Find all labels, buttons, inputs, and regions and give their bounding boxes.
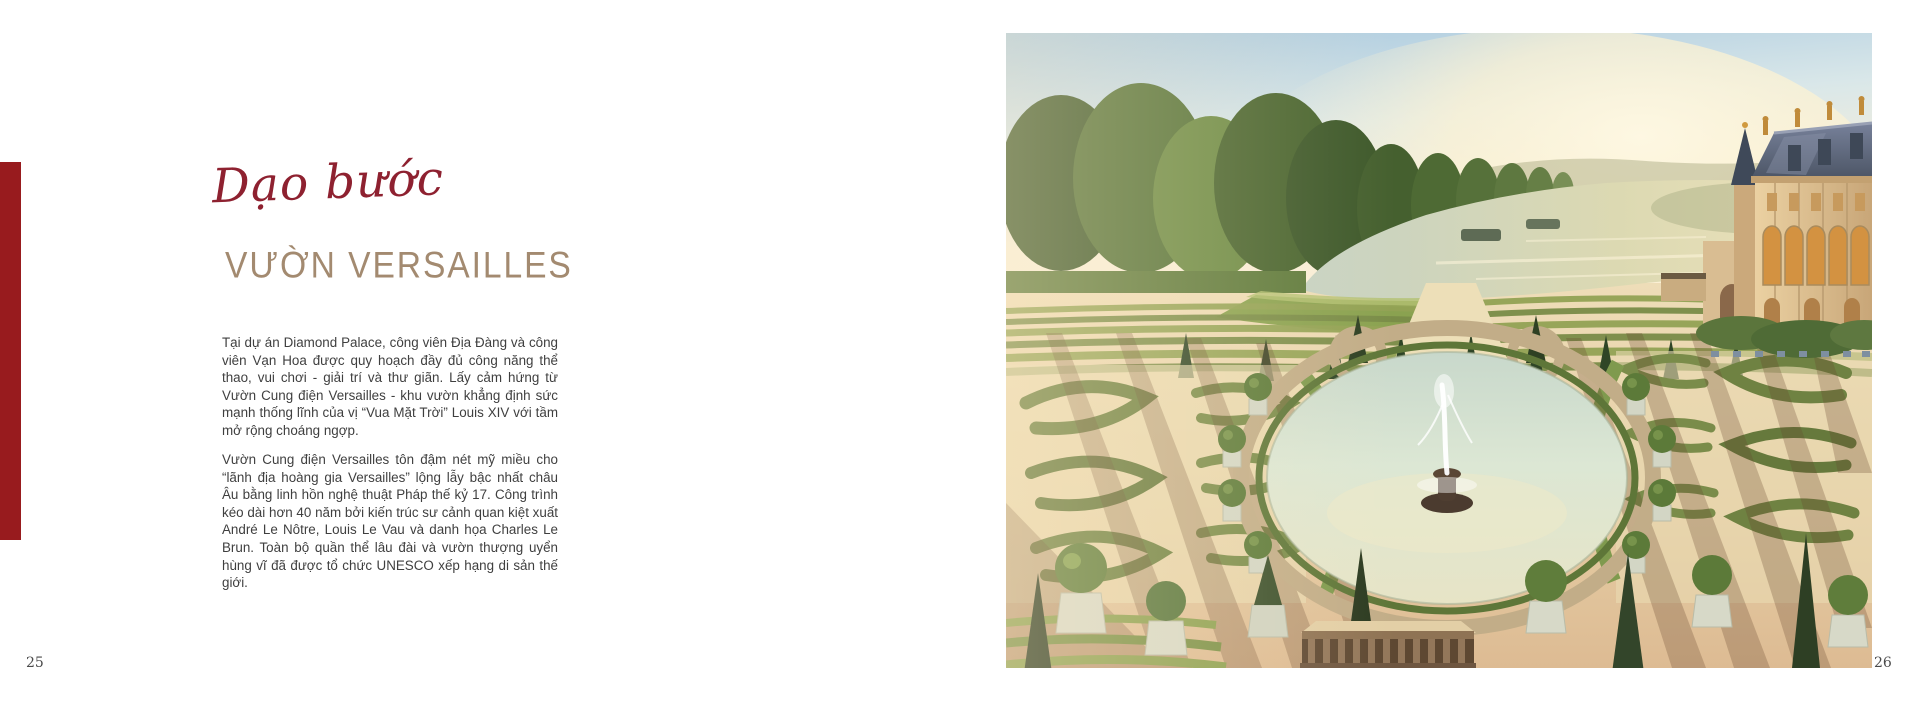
paragraph: Tại dự án Diamond Palace, công viên Địa Đàng và công viên Vạn Hoa được quy hoạch đầy đủ công năng thể thao, vui chơi - giải trí và thư giãn. Lấy cảm hứng từ Vườn Cung điện Versailles - khu vườn khẳng định sức mạnh thống lĩnh của vị “Vua Mặt Trời” Louis XIV với tầm mở rộng choáng ngợp. xyxy=(222,335,558,438)
versailles-garden-illustration xyxy=(1006,33,1872,668)
page-title: VƯỜN VERSAILLES xyxy=(225,245,573,286)
body-copy xyxy=(222,334,558,604)
script-title: Dạo bước xyxy=(211,151,445,215)
paragraph: Vườn Cung điện Versailles tôn đậm nét mỹ miều cho “lãnh địa hoàng gia Versailles” lộng lẫy bậc nhất châu Âu bằng linh hồn nghệ thuật Pháp thế kỷ 17. Công trình kéo dài hơn 40 năm bởi kiến trúc sư cảnh quan kiệt xuất André Le Nôtre, Louis Le Vau và danh họa Charles Le Brun. Toàn bộ quần thể lâu đài và vườn thượng uyển hùng vĩ đã được tổ chức UNESCO xếp hạng di sản thế giới. xyxy=(222,452,558,591)
red-accent-bar xyxy=(0,162,21,540)
versailles-garden-photo xyxy=(1006,33,1872,668)
page-number-left: 25 xyxy=(26,655,44,671)
page-number-right: 26 xyxy=(1874,655,1892,671)
